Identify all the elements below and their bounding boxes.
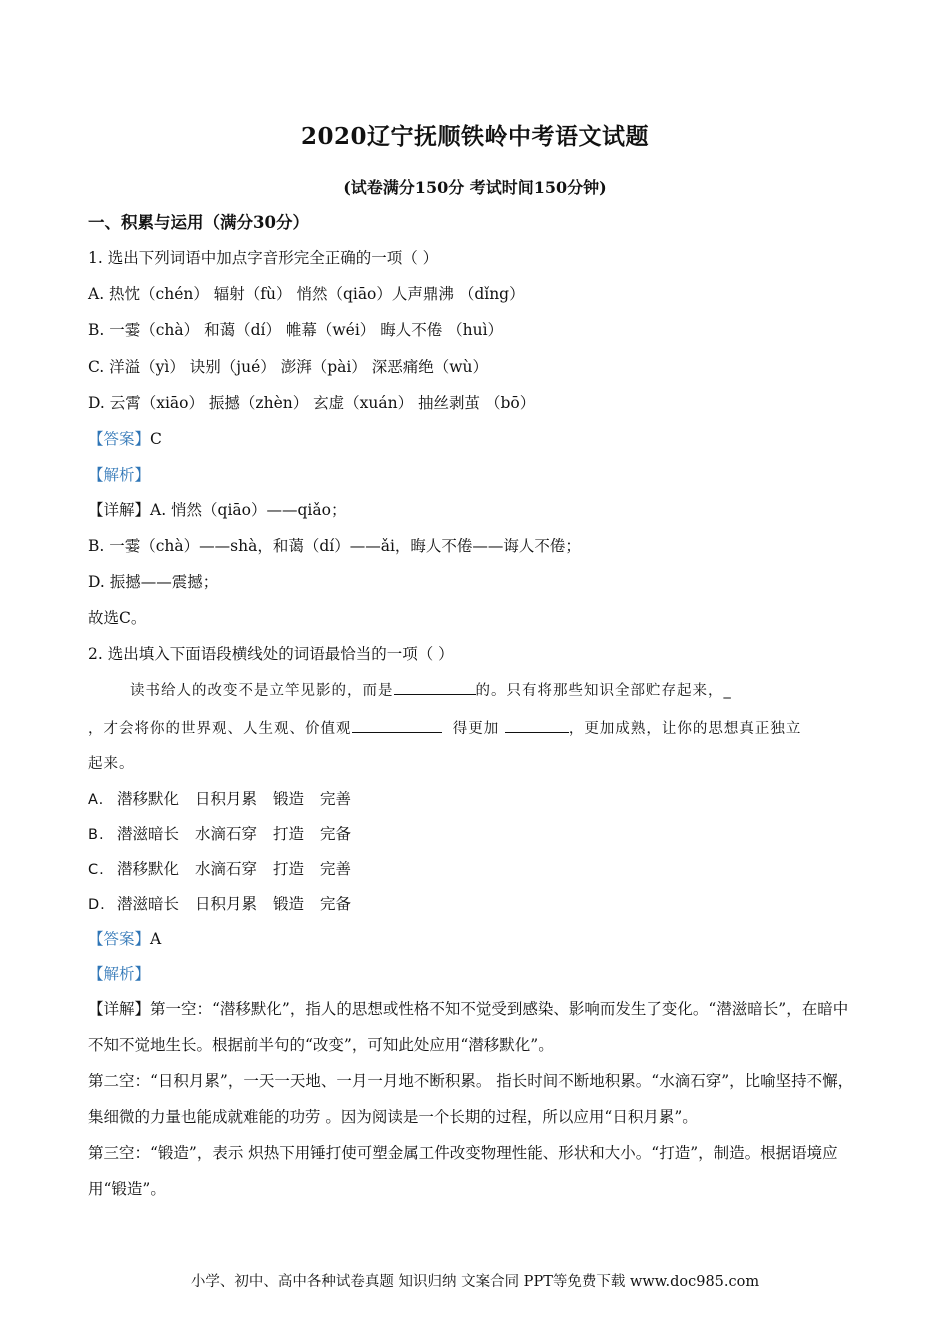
option-label: D.: [88, 897, 106, 913]
q2-option-d: [88, 893, 367, 916]
section-heading: 一、积累与运用（满分30分）: [88, 213, 309, 232]
q1-detail-line: 故选C。: [88, 609, 147, 627]
exam-info: (试卷满分150分 考试时间150分钟): [343, 178, 607, 197]
answer-blank: [505, 716, 569, 733]
option-word: 完备: [319, 825, 351, 843]
question-1-stem: 1. 选出下列词语中加点字音形完全正确的一项（ ）: [88, 249, 439, 267]
option-word: 潜滋暗长: [116, 895, 179, 913]
option-word: 打造: [272, 860, 304, 878]
answer-tag: 【答案】: [88, 930, 151, 948]
option-word: 水滴石穿: [194, 860, 257, 878]
q2-detail-paragraph: 第三空：“锻造”，表示 炽热下用锤打使可塑金属工件改变物理性能、形状和大小。“打造”，制造。根据语境应用“锻造”。: [88, 1144, 838, 1198]
answer-value: C: [150, 430, 162, 448]
q2-passage-line-1: [130, 678, 732, 702]
q1-option-b: B. 一霎（chà） 和蔼（dí） 帷幕（wéi） 晦人不倦 （huì）: [88, 321, 504, 339]
q1-option-c: C. 洋溢（yì） 诀别（jué） 澎湃（pài） 深恶痛绝（wù）: [88, 358, 488, 376]
option-label: A.: [88, 792, 105, 808]
passage-text: 读书给人的改变不是立竿见影的，而是: [130, 683, 394, 699]
question-2-stem: 2. 选出填入下面语段横线处的词语最恰当的一项（ ）: [88, 645, 454, 663]
page-footer: 小学、初中、高中各种试卷真题 知识归纳 文案合同 PPT等免费下载 www.doc985.com: [190, 1274, 760, 1290]
q1-detail-line: D. 振撼——震撼；: [88, 573, 219, 591]
option-word: 完善: [319, 860, 351, 878]
q2-option-a: [88, 788, 367, 811]
q2-option-c: [88, 858, 367, 881]
option-word: 水滴石穿: [194, 825, 257, 843]
option-word: 锻造: [272, 895, 304, 913]
answer-blank: [352, 716, 442, 733]
q2-answer: [88, 928, 161, 950]
q2-passage-line-3: 起来。: [88, 756, 135, 772]
answer-blank: [394, 678, 476, 695]
option-word: 打造: [272, 825, 304, 843]
option-word: 完善: [319, 790, 351, 808]
q1-detail-line: 【详解】A. 悄然（qiāo）——qiǎo；: [88, 501, 347, 519]
passage-text: 得更加: [452, 721, 500, 737]
q1-option-a: A. 热忱（chén） 辐射（fù） 悄然（qiāo）人声鼎沸 （dǐng）: [88, 285, 525, 303]
q2-option-b: [88, 823, 367, 846]
q1-detail-line: B. 一霎（chà）——shà，和蔼（dí）——ǎi，晦人不倦——诲人不倦；: [88, 537, 581, 555]
option-word: 日积月累: [194, 790, 257, 808]
passage-text: ，更加成熟，让你的思想真正独立: [568, 721, 802, 737]
q2-detail-paragraph: 【详解】第一空：“潜移默化”，指人的思想或性格不知不觉受到感染、影响而发生了变化。“潜滋暗长”，在暗中不知不觉地生长。根据前半句的“改变”，可知此处应用“潜移默化”。: [88, 1000, 849, 1054]
option-label: B.: [88, 827, 105, 843]
q2-analysis-tag: 【解析】: [88, 965, 151, 983]
q1-option-d: D. 云霄（xiāo） 振撼（zhèn） 玄虚（xuán） 抽丝剥茧 （bō）: [88, 394, 536, 412]
answer-tag: 【答案】: [88, 430, 151, 448]
passage-text: 的。只有将那些知识全部贮存起来，_: [475, 683, 732, 699]
answer-value: A: [150, 930, 162, 948]
q2-passage-line-2: [88, 716, 801, 740]
q1-answer: [88, 428, 162, 450]
passage-text: ，才会将你的世界观、人生观、价值观: [88, 721, 352, 737]
option-label: C.: [88, 862, 105, 878]
option-word: 潜移默化: [116, 790, 179, 808]
q2-detail-paragraph: 第二空：“日积月累”，一天一天地、一月一月地不断积累。 指长时间不断地积累。“水滴石穿”，比喻坚持不懈，集细微的力量也能成就难能的功劳 。因为阅读是一个长期的过程，所以应用“日积月累”。: [88, 1072, 854, 1126]
option-word: 潜滋暗长: [116, 825, 179, 843]
page-title: 2020辽宁抚顺铁岭中考语文试题: [300, 123, 649, 150]
option-word: 潜移默化: [116, 860, 179, 878]
q1-analysis-tag: 【解析】: [88, 466, 151, 484]
option-word: 完备: [319, 895, 351, 913]
option-word: 日积月累: [194, 895, 257, 913]
option-word: 锻造: [272, 790, 304, 808]
